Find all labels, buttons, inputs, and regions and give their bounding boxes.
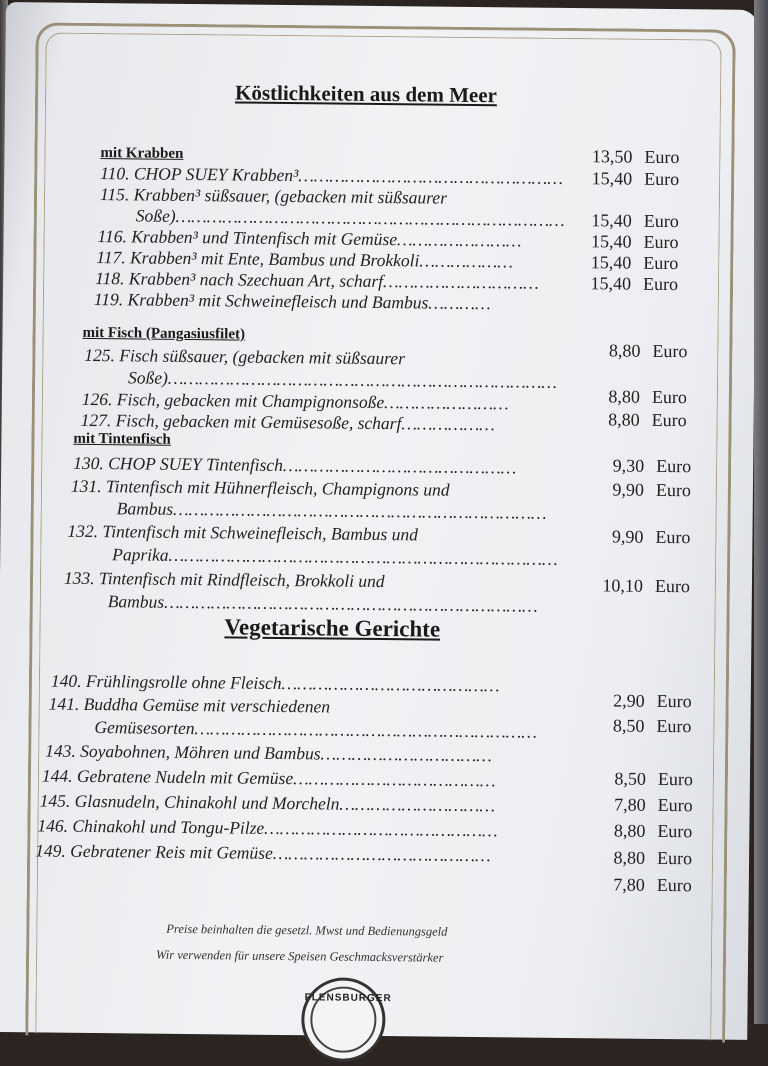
price: 9,30 Euro <box>612 455 692 477</box>
menu-line: Soße)………………………………………………………………… <box>127 367 558 392</box>
menu-line: 130. CHOP SUEY Tintenfisch……………………………………… <box>73 452 517 478</box>
menu-line: 141. Buddha Gemüse mit verschiedenen <box>48 693 331 717</box>
price: 8,50 Euro <box>614 768 694 790</box>
binder-right-edge <box>754 0 768 1024</box>
menu-line: 149. Gebratener Reis mit Gemüse…………………………………… <box>35 840 491 866</box>
menu-line: 143. Soyabohnen, Möhren und Bambus…………………………… <box>45 740 492 766</box>
category-squid: mit Tintenfisch <box>73 430 171 448</box>
price: 15,40 Euro <box>590 273 679 295</box>
menu-line: 119. Krabben³ mit Schweinefleisch und Bambus………… <box>93 288 491 314</box>
menu-line: 145. Glasnudeln, Chinakohl und Morcheln………………………… <box>39 790 496 816</box>
menu-line: 144. Gebratene Nudeln mit Gemüse………………………………… <box>41 765 496 791</box>
price: 15,40 Euro <box>590 231 679 253</box>
brewery-logo <box>301 977 392 1062</box>
menu-line: Gemüsesorten………………………………………………………… <box>94 717 537 742</box>
menu-line: 110. CHOP SUEY Krabben³…………………………………………… <box>100 163 563 188</box>
category-fish: mit Fisch (Pangasiusfilet) <box>82 324 246 343</box>
price: 2,90 Euro <box>613 690 692 712</box>
menu-line: 131. Tintenfisch mit Hühnerfleisch, Champignons und <box>70 475 450 500</box>
logo-text: FLENSBURGER <box>304 992 392 1005</box>
menu-line: Bambus……………………………………………………………… <box>116 498 547 523</box>
menu-line: 126. Fisch, gebacken mit Champignonsoße…………………… <box>81 388 509 414</box>
menu-line: 115. Krabben³ süßsauer, (gebacken mit süßsaurer <box>99 184 448 208</box>
menu-line: 140. Frühlingsrolle ohne Fleisch…………………………………… <box>50 670 500 696</box>
menu-line: Paprika………………………………………………………………… <box>112 544 558 569</box>
price: 15,40 Euro <box>591 210 679 232</box>
price: 8,80 Euro <box>608 386 688 408</box>
price: 15,40 Euro <box>591 168 680 190</box>
category-shrimp: mit Krabben <box>100 145 184 162</box>
price: 9,90 Euro <box>611 526 691 548</box>
menu-line: 125. Fisch süßsauer, (gebacken mit süßsaurer <box>84 344 406 369</box>
menu-line: 133. Tintenfisch mit Rindfleisch, Brokkoli und <box>63 567 385 592</box>
menu-line: 127. Fisch, gebacken mit Gemüsesoße, scharf……………… <box>80 409 495 435</box>
price: 8,80 Euro <box>613 820 693 842</box>
menu-line: 146. Chinakohl und Tongu-Pilze……………………………………… <box>37 815 498 841</box>
section-title-vegetarian: Vegetarische Gerichte <box>224 614 441 642</box>
menu-page <box>0 2 758 1040</box>
menu-line: Soße)………………………………………………………………… <box>135 205 565 230</box>
menu-line: 116. Krabben³ und Tintenfisch mit Gemüse…………………… <box>97 226 522 251</box>
price: 15,40 Euro <box>590 252 679 274</box>
price: 8,80 Euro <box>608 409 687 431</box>
menu-line: 132. Tintenfisch mit Schweinefleisch, Bambus und <box>67 520 419 545</box>
menu-line: 117. Krabben³ mit Ente, Bambus und Brokkoli……………… <box>96 247 513 272</box>
footer-note-tax: Preise beinhalten die gesetzl. Mwst und Bedienungsgeld <box>166 921 448 939</box>
price: 7,80 Euro <box>613 874 692 896</box>
price: 8,50 Euro <box>612 715 692 737</box>
menu-line: Bambus……………………………………………………………… <box>107 591 538 616</box>
price: 9,90 Euro <box>612 479 692 501</box>
footer-note-flavor: Wir verwenden für unsere Speisen Geschmacksverstärker <box>155 947 444 965</box>
section-title-seafood: Köstlichkeiten aus dem Meer <box>234 80 498 108</box>
menu-line: 118. Krabben³ nach Szechuan Art, scharf………………………… <box>95 268 539 293</box>
price: 8,80 Euro <box>613 847 693 869</box>
price: 7,80 Euro <box>614 794 693 816</box>
price: 10,10 Euro <box>602 575 691 597</box>
price: 8,80 Euro <box>608 340 688 362</box>
price: 13,50 Euro <box>591 146 680 168</box>
